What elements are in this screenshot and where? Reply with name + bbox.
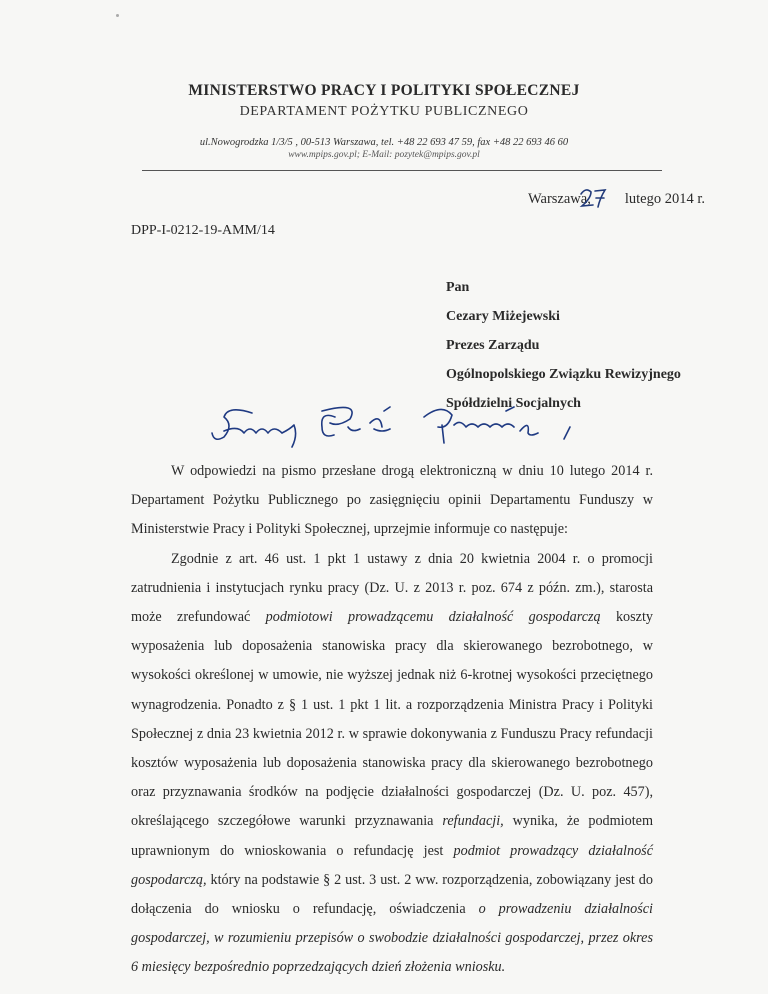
department-name: DEPARTAMENT POŻYTKU PUBLICZNEGO (239, 104, 529, 119)
italic-run: podmiotowi prowadzącemu działalność gospodarczą (265, 609, 601, 626)
addressee-line: Spółdzielni Socjalnych (446, 396, 581, 411)
italic-run: o prowadzeniu działalności gospodarczej, w rozumieniu przepisów o swobodzie działalności gospodarczej, przez okres 6 miesięcy bezpośrednio poprzedzających dzień złożenia wniosku. (131, 901, 653, 976)
addressee-line: Cezary Miżejewski (446, 309, 560, 324)
date-month-year: lutego 2014 r. (624, 191, 705, 207)
handwritten-date-day (578, 186, 618, 212)
header-divider (142, 170, 662, 171)
ministry-address: ul.Nowogrodzka 1/3/5 , 00-513 Warszawa, tel. +48 22 693 47 59, fax +48 22 693 46 60 (199, 137, 569, 148)
addressee-line: Prezes Zarządu (446, 338, 540, 353)
addressee-line: Pan (446, 280, 470, 295)
paragraph-2 (131, 545, 653, 983)
italic-run: podmiot prowadzący działalność gospodarczą, (131, 842, 653, 888)
handwritten-salutation (210, 403, 580, 453)
addressee-line: Ogólnopolskiego Związku Rewizyjnego (446, 367, 681, 382)
ministry-web-email: www.mpips.gov.pl; E-Mail: pozytek@mpips.gov.pl (288, 150, 480, 160)
text-run: który na podstawie § 2 ust. 3 ust. 2 ww. rozporządzenia, zobowiązany jest do dołączenia do wniosku o refundację, oświadczenia (131, 871, 653, 918)
italic-run: refundacji, (442, 813, 504, 830)
letter-body (131, 457, 653, 983)
text-run: koszty wyposażenia lub doposażenia stanowiska pracy dla skierowanego bezrobotnego, w wysokości określonej w umowie, nie wyższej jednak niż 6-krotnej wysokości przeciętnego wynagrodzenia. Ponadto z § 1 ust. 1 pkt 1 lit. a rozporządzenia Ministra Pracy i Polityki Społecznej z dnia 23 kwietnia 2012 r. w sprawie dokonywania z Funduszu Pracy refundacji kosztów wyposażenia lub doposażenia stanowiska pracy dla skierowanego bezrobotnego oraz przyznawania środków na podjęcie działalności gospodarczej (Dz. U. poz. 457), określającego szczegółowe warunki przyznawania (131, 609, 653, 830)
ministry-name: MINISTERSTWO PRACY I POLITYKI SPOŁECZNEJ (188, 82, 580, 99)
scan-speck (116, 14, 119, 17)
date-city: Warszawa, (528, 191, 591, 207)
text-run: Zgodnie z art. 46 ust. 1 pkt 1 ustawy z dnia 20 kwietnia 2004 r. o promocji zatrudnienia i instytucjach rynku pracy (Dz. U. z 2013 r. poz. 674 z późn. zm.), starosta może zrefundować (131, 550, 653, 626)
text-run: wynika, że podmiotem uprawnionym do wnioskowania o refundację jest (131, 813, 653, 859)
reference-number: DPP-I-0212-19-AMM/14 (131, 223, 275, 238)
paragraph-1: W odpowiedzi na pismo przesłane drogą elektroniczną w dniu 10 lutego 2014 r. Departament Pożytku Publicznego po zasięgnięciu opinii Departamentu Funduszy w Ministerstwie Pracy i Polityki Społecznej, uprzejmie informuje co następuje: (131, 463, 653, 538)
